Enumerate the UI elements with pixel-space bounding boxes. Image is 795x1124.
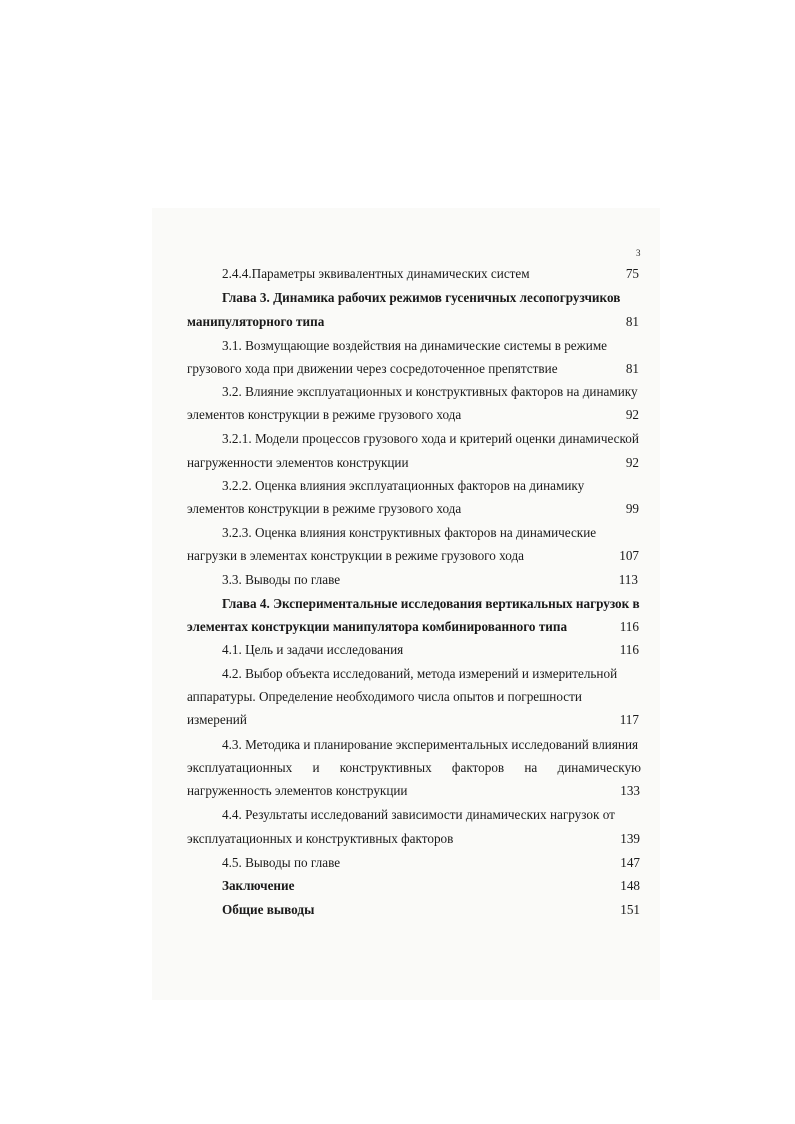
toc-entry-page: 133 [620, 783, 640, 798]
toc-entry-text: нагруженности элементов конструкции [187, 455, 409, 470]
toc-entry-page: 148 [620, 878, 640, 893]
toc-entry-text: измерений [187, 712, 247, 727]
toc-entry-text: 3.2.3. Оценка влияния конструктивных факторов на динамические [222, 525, 597, 540]
justified-word: динамическую [557, 760, 641, 775]
toc-entry-page: 116 [619, 619, 639, 634]
toc-entry-text: элементов конструкции в режиме грузового хода [187, 407, 462, 422]
justified-word: на [524, 760, 538, 775]
toc-entry-text: 3.3. Выводы по главе [222, 572, 341, 587]
toc-entry-page: 81 [625, 361, 639, 376]
justified-word: эксплуатационных [187, 760, 293, 775]
page-number: 3 [636, 248, 641, 258]
toc-entry-page: 139 [620, 831, 640, 846]
toc-entry-text: 4.4. Результаты исследований зависимости динамических нагрузок от [222, 807, 615, 822]
toc-entry-page: 99 [625, 501, 639, 516]
toc-entry-text: 4.2. Выбор объекта исследований, метода измерений и измерительной [222, 666, 618, 681]
toc-entry-page: 151 [620, 902, 640, 917]
toc-entry-text: аппаратуры. Определение необходимого числа опытов и погрешности [187, 689, 582, 704]
justified-line [187, 760, 641, 776]
conclusion-heading: Заключение [222, 878, 295, 893]
toc-entry-text: нагрузки в элементах конструкции в режиме грузового хода [187, 548, 525, 563]
toc-entry-text: 3.1. Возмущающие воздействия на динамические системы в режиме [222, 338, 608, 353]
chapter-heading: Глава 4. Экспериментальные исследования вертикальных нагрузок в [222, 596, 640, 611]
toc-entry-page: 92 [625, 407, 639, 422]
justified-word: конструктивных [339, 760, 432, 775]
justified-word: и [312, 760, 320, 775]
chapter-heading: манипуляторного типа [187, 314, 325, 329]
toc-entry-text: элементов конструкции в режиме грузового хода [187, 501, 462, 516]
toc-entry-page: 75 [625, 266, 639, 281]
toc-entry-text: 4.3. Методика и планирование экспериментальных исследований влияния [222, 737, 639, 752]
toc-entry-text: 4.1. Цель и задачи исследования [222, 642, 404, 657]
toc-entry-text: нагруженность элементов конструкции [187, 783, 408, 798]
toc-entry-page: 107 [619, 548, 639, 563]
chapter-heading: элементах конструкции манипулятора комбинированного типа [187, 619, 568, 634]
toc-entry-page: 147 [620, 855, 640, 870]
chapter-heading: Глава 3. Динамика рабочих режимов гусеничных лесопогрузчиков [222, 290, 621, 305]
toc-entry-page: 92 [625, 455, 639, 470]
toc-entry-text: 3.2.1. Модели процессов грузового хода и критерий оценки динамической [222, 431, 639, 446]
toc-entry-text: 3.2.2. Оценка влияния эксплуатационных факторов на динамику [222, 478, 585, 493]
toc-entry-text: эксплуатационных и конструктивных факторов [187, 831, 454, 846]
toc-entry-page: 117 [619, 712, 639, 727]
toc-entry-text: грузового хода при движении через сосредоточенное препятствие [187, 361, 558, 376]
toc-entry-page: 116 [619, 642, 639, 657]
justified-word: факторов [451, 760, 505, 775]
toc-entry-text: 3.2. Влияние эксплуатационных и конструктивных факторов на динамику [222, 384, 638, 399]
general-conclusions-heading: Общие выводы [222, 902, 315, 917]
toc-entry-page: 81 [625, 314, 639, 329]
toc-entry-text: 2.4.4.Параметры эквивалентных динамических систем [222, 266, 530, 281]
toc-entry-text: 4.5. Выводы по главе [222, 855, 341, 870]
toc-entry-page: 113 [618, 572, 638, 587]
